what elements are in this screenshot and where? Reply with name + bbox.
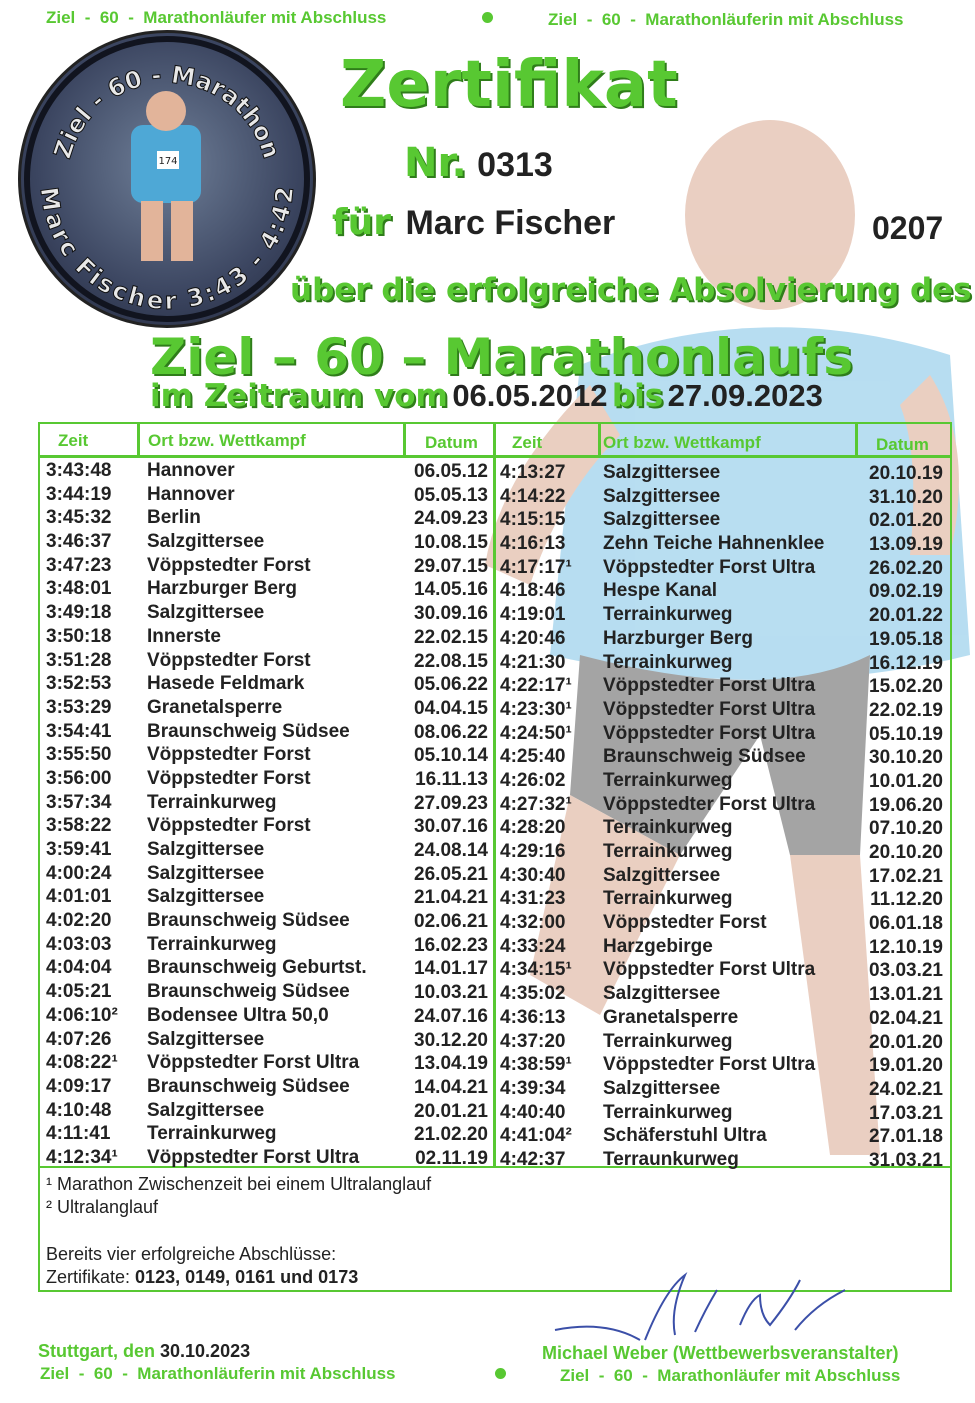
- result-date: 15.02.20: [869, 676, 943, 698]
- result-place: Salzgittersee: [603, 485, 721, 507]
- result-date: 03.03.21: [869, 960, 943, 982]
- result-place: Terrainkurweg: [147, 1123, 277, 1145]
- marathon-emblem: [18, 30, 316, 328]
- result-time: 4:03:03: [46, 933, 112, 955]
- place-date: [38, 1341, 250, 1362]
- result-place: Vöppstedter Forst Ultra: [603, 675, 816, 697]
- result-date: 06.01.18: [869, 913, 943, 935]
- bottom-band-right: Ziel - 60 - Marathonläufer mit Abschluss: [560, 1366, 901, 1385]
- result-place: Salzgittersee: [603, 462, 721, 483]
- result-time: 3:45:32: [46, 507, 112, 529]
- result-place: Salzgittersee: [147, 839, 265, 860]
- header-place-left: Ort bzw. Wettkampf: [148, 431, 306, 450]
- result-date: 26.05.21: [414, 863, 488, 885]
- result-place: Vöppstedter Forst Ultra: [147, 1052, 360, 1074]
- result-place: Salzgittersee: [603, 983, 721, 1005]
- signer-name: Michael Weber (Wettbewerbsveranstalter): [542, 1343, 899, 1363]
- result-date: 13.01.21: [869, 984, 943, 1006]
- result-date: 14.05.16: [414, 579, 488, 601]
- result-time: 4:04:04: [46, 957, 112, 979]
- result-date: 24.09.23: [414, 508, 488, 530]
- emblem-arc-bottom: Marc Fischer 3:43 - 4:42: [34, 185, 300, 316]
- result-date: 31.10.20: [869, 486, 943, 508]
- result-place: Berlin: [147, 507, 201, 529]
- result-place: Harzgebirge: [603, 935, 713, 957]
- result-place: Braunschweig Südsee: [603, 746, 806, 768]
- result-date: 13.09.19: [869, 534, 943, 556]
- result-time: 4:01:01: [46, 886, 112, 908]
- col-divider: [403, 422, 406, 456]
- result-place: Terrainkurweg: [603, 1101, 733, 1123]
- recipient-name: Marc Fischer: [405, 204, 616, 242]
- result-time: 4:33:24: [500, 935, 566, 957]
- result-date: 05.05.13: [414, 484, 488, 506]
- result-place: Terrainkurweg: [147, 933, 277, 955]
- result-date: 22.08.15: [414, 650, 488, 672]
- result-time: 3:59:41: [46, 839, 112, 860]
- result-time: 4:40:40: [500, 1101, 566, 1123]
- result-time: 4:29:16: [500, 841, 566, 862]
- right-time-column: [500, 461, 572, 1172]
- result-place: Terrainkurweg: [603, 769, 733, 791]
- result-time: 4:06:10²: [46, 1004, 118, 1026]
- result-place: Vöppstedter Forst: [147, 554, 311, 576]
- result-date: 06.05.12: [414, 461, 488, 482]
- result-place: Salzgittersee: [147, 602, 265, 624]
- result-place: Braunschweig Geburtst.: [147, 957, 367, 979]
- top-band-left: Ziel - 60 - Marathonläufer mit Abschluss: [46, 8, 387, 27]
- result-place: Salzgittersee: [603, 1077, 721, 1099]
- result-date: 24.08.14: [414, 840, 488, 861]
- result-date: 11.12.20: [870, 889, 943, 911]
- marathon-title: Ziel – 60 – Marathonlaufs: [150, 328, 853, 386]
- result-time: 4:39:34: [500, 1077, 566, 1099]
- result-place: Salzgittersee: [603, 864, 721, 886]
- result-time: 4:32:00: [500, 912, 566, 934]
- result-place: Terrainkurweg: [603, 841, 733, 862]
- bottom-band-dot: [495, 1368, 506, 1379]
- place-label: Stuttgart, den: [38, 1341, 155, 1361]
- result-date: 16.02.23: [414, 934, 488, 956]
- participant-code: 0207: [872, 210, 944, 246]
- result-date: 21.02.20: [414, 1124, 488, 1146]
- col-divider: [855, 422, 858, 456]
- achievement-line: über die erfolgreiche Absolvierung des: [290, 272, 972, 308]
- result-date: 27.09.23: [414, 792, 488, 814]
- result-place: Hasede Feldmark: [147, 673, 305, 695]
- top-band-right: Ziel - 60 - Marathonläuferin mit Abschluss: [548, 10, 904, 29]
- left-time-column: [46, 459, 118, 1170]
- result-time: 3:49:18: [46, 602, 112, 624]
- result-time: 4:15:15: [500, 509, 566, 531]
- emblem-arc-top: Ziel - 60 - Marathon: [48, 60, 286, 162]
- result-time: 3:44:19: [46, 483, 112, 505]
- result-place: Terrainkurweg: [603, 651, 733, 673]
- result-date: 16.12.19: [869, 652, 943, 674]
- result-time: 4:31:23: [500, 888, 566, 910]
- result-time: 4:41:04²: [500, 1125, 572, 1147]
- result-time: 4:36:13: [500, 1006, 566, 1028]
- result-date: 31.03.21: [869, 1149, 943, 1171]
- result-date: 14.04.21: [414, 1076, 488, 1098]
- recipient-line: [332, 202, 615, 243]
- result-time: 4:22:17¹: [500, 675, 572, 697]
- result-time: 4:09:17: [46, 1075, 112, 1097]
- result-date: 22.02.19: [869, 699, 943, 721]
- result-place: Vöppstedter Forst Ultra: [147, 1146, 360, 1168]
- result-place: Terraunkurweg: [603, 1148, 739, 1170]
- result-place: Terrainkurweg: [147, 791, 277, 813]
- result-date: 05.10.19: [869, 723, 943, 745]
- right-place-column: [603, 461, 824, 1172]
- certificate-number: [404, 140, 553, 186]
- result-place: Vöppstedter Forst: [603, 912, 767, 934]
- result-date: 17.02.21: [869, 865, 943, 887]
- result-time: 3:47:23: [46, 554, 112, 576]
- result-time: 3:58:22: [46, 815, 112, 837]
- result-date: 10.03.21: [414, 982, 488, 1004]
- result-date: 10.08.15: [414, 532, 488, 554]
- result-time: 4:37:20: [500, 1030, 566, 1052]
- period-line: [150, 378, 823, 414]
- col-divider: [137, 422, 140, 456]
- result-place: Vöppstedter Forst Ultra: [603, 1054, 816, 1076]
- certificate-title: Zertifikat: [340, 48, 678, 122]
- result-place: Hannover: [147, 460, 235, 481]
- header-date-right: Datum: [876, 435, 929, 454]
- result-time: 3:54:41: [46, 720, 112, 742]
- result-place: Bodensee Ultra 50,0: [147, 1004, 329, 1026]
- result-time: 3:51:28: [46, 649, 112, 671]
- result-place: Terrainkurweg: [603, 604, 733, 626]
- result-place: Innerste: [147, 625, 221, 647]
- result-time: 4:08:22¹: [46, 1052, 118, 1074]
- result-time: 3:52:53: [46, 673, 112, 695]
- result-place: Harzburger Berg: [603, 627, 753, 649]
- result-time: 4:34:15¹: [500, 959, 572, 981]
- result-date: 27.01.18: [869, 1126, 943, 1148]
- result-time: 4:42:37: [500, 1148, 566, 1170]
- result-date: 24.02.21: [869, 1078, 943, 1100]
- footnote-2: ² Ultralanglauf: [46, 1197, 159, 1217]
- result-place: Granetalsperre: [603, 1006, 739, 1028]
- result-date: 02.06.21: [414, 911, 488, 933]
- result-place: Braunschweig Südsee: [147, 981, 350, 1003]
- result-time: 4:00:24: [46, 862, 112, 884]
- result-time: 4:07:26: [46, 1028, 112, 1050]
- result-date: 30.10.20: [869, 747, 943, 769]
- result-place: Schäferstuhl Ultra: [603, 1125, 767, 1147]
- result-time: 3:53:29: [46, 696, 112, 718]
- result-date: 30.09.16: [414, 603, 488, 625]
- previous-certificates: [46, 1267, 358, 1288]
- result-date: 19.06.20: [869, 794, 943, 816]
- emblem-graphic: [21, 33, 313, 325]
- result-place: Vöppstedter Forst Ultra: [603, 722, 816, 744]
- result-time: 4:18:46: [500, 580, 566, 602]
- result-date: 05.06.22: [414, 674, 488, 696]
- result-time: 4:23:30¹: [500, 698, 572, 720]
- result-date: 24.07.16: [414, 1005, 488, 1027]
- nr-label: Nr.: [404, 140, 467, 186]
- result-place: Vöppstedter Forst: [147, 767, 311, 789]
- header-date-left: Datum: [425, 433, 478, 452]
- center-divider: [493, 422, 496, 1168]
- result-date: 20.01.22: [869, 605, 943, 627]
- result-date: 19.05.18: [869, 628, 943, 650]
- header-place-right: Ort bzw. Wettkampf: [603, 433, 761, 452]
- result-time: 3:56:00: [46, 767, 112, 789]
- result-date: 02.04.21: [869, 1007, 943, 1029]
- result-time: 4:20:46: [500, 627, 566, 649]
- result-time: 4:21:30: [500, 651, 566, 673]
- result-place: Vöppstedter Forst Ultra: [603, 698, 816, 720]
- result-place: Salzgittersee: [147, 1028, 265, 1050]
- result-place: Salzgittersee: [147, 886, 265, 908]
- result-place: Vöppstedter Forst: [147, 649, 311, 671]
- result-place: Harzburger Berg: [147, 578, 297, 600]
- emblem-bib: 174: [158, 156, 178, 167]
- result-place: Hannover: [147, 483, 235, 505]
- result-date: 14.01.17: [414, 958, 488, 980]
- date-to: 27.09.2023: [667, 378, 823, 413]
- header-time-right: Zeit: [512, 433, 543, 452]
- result-time: 4:27:32¹: [500, 793, 572, 815]
- result-date: 02.11.19: [415, 1147, 488, 1169]
- result-place: Terrainkurweg: [603, 1030, 733, 1052]
- result-date: 20.10.19: [869, 463, 943, 484]
- result-date: 08.06.22: [414, 721, 488, 743]
- result-date: 29.07.15: [414, 555, 488, 577]
- date-from: 06.05.2012: [452, 378, 608, 413]
- result-date: 30.12.20: [414, 1029, 488, 1051]
- left-place-column: [147, 459, 367, 1170]
- footnote-1: ¹ Marathon Zwischenzeit bei einem Ultralanglauf: [46, 1174, 432, 1194]
- result-date: 16.11.13: [415, 768, 488, 790]
- svg-text:Marc Fischer 3:43 - 4:42: [35, 185, 300, 315]
- result-time: 4:14:22: [500, 485, 566, 507]
- result-place: Vöppstedter Forst: [147, 815, 311, 837]
- result-date: 04.04.15: [414, 697, 488, 719]
- place-date-value: 30.10.2023: [160, 1341, 251, 1361]
- result-date: 05.10.14: [414, 745, 488, 767]
- right-date-column: [855, 462, 943, 1173]
- header-time-left: Zeit: [58, 431, 89, 450]
- result-place: Salzgittersee: [147, 531, 265, 553]
- result-time: 3:46:37: [46, 531, 112, 553]
- result-date: 21.04.21: [414, 887, 488, 909]
- for-label: für: [332, 202, 392, 243]
- result-date: 13.04.19: [414, 1053, 488, 1075]
- result-date: 10.01.20: [869, 770, 943, 792]
- result-time: 4:17:17¹: [500, 556, 572, 578]
- period-mid: bis: [611, 378, 664, 414]
- result-place: Salzgittersee: [603, 509, 721, 531]
- result-time: 4:25:40: [500, 746, 566, 768]
- result-date: 09.02.19: [869, 581, 943, 603]
- result-date: 20.01.21: [414, 1100, 488, 1122]
- result-place: Vöppstedter Forst Ultra: [603, 959, 816, 981]
- result-date: 26.02.20: [869, 557, 943, 579]
- result-place: Braunschweig Südsee: [147, 1075, 350, 1097]
- result-place: Granetalsperre: [147, 696, 283, 718]
- result-time: 4:12:34¹: [46, 1146, 118, 1168]
- result-date: 20.01.20: [869, 1031, 943, 1053]
- result-place: Terrainkurweg: [603, 888, 733, 910]
- left-date-column: [402, 460, 488, 1171]
- result-place: Zehn Teiche Hahnenklee: [603, 533, 825, 555]
- result-time: 4:28:20: [500, 817, 566, 839]
- period-label: im Zeitraum vom: [150, 378, 448, 414]
- result-date: 30.07.16: [414, 816, 488, 838]
- result-date: 22.02.15: [414, 626, 488, 648]
- previous-completions-label: Bereits vier erfolgreiche Abschlüsse:: [46, 1244, 337, 1264]
- result-time: 4:05:21: [46, 981, 112, 1003]
- certificates-values: 0123, 0149, 0161 und 0173: [135, 1267, 359, 1287]
- signature: [545, 1270, 875, 1350]
- result-place: Salzgittersee: [147, 862, 265, 884]
- col-divider: [598, 422, 601, 456]
- result-time: 4:26:02: [500, 769, 566, 791]
- result-time: 4:10:48: [46, 1099, 112, 1121]
- result-place: Hespe Kanal: [603, 580, 718, 602]
- result-time: 4:16:13: [500, 533, 566, 555]
- result-place: Terrainkurweg: [603, 817, 733, 839]
- result-time: 4:24:50¹: [500, 722, 572, 744]
- result-place: Vöppstedter Forst: [147, 744, 311, 766]
- result-place: Braunschweig Südsee: [147, 720, 350, 742]
- result-place: Salzgittersee: [147, 1099, 265, 1121]
- result-time: 3:43:48: [46, 460, 112, 481]
- result-time: 4:35:02: [500, 983, 566, 1005]
- result-time: 4:38:59¹: [500, 1054, 572, 1076]
- result-place: Vöppstedter Forst Ultra: [603, 556, 816, 578]
- result-time: 3:48:01: [46, 578, 112, 600]
- result-place: Braunschweig Südsee: [147, 910, 350, 932]
- certificates-label: Zertifikate:: [46, 1267, 131, 1287]
- top-band-dot: [482, 12, 493, 23]
- result-date: 20.10.20: [869, 842, 943, 863]
- result-date: 17.03.21: [869, 1102, 943, 1124]
- bottom-band-left: Ziel - 60 - Marathonläuferin mit Abschluss: [40, 1364, 396, 1383]
- result-time: 4:30:40: [500, 864, 566, 886]
- result-date: 07.10.20: [869, 818, 943, 840]
- result-date: 19.01.20: [869, 1055, 943, 1077]
- result-time: 3:55:50: [46, 744, 112, 766]
- result-date: 02.01.20: [869, 510, 943, 532]
- result-place: Vöppstedter Forst Ultra: [603, 793, 816, 815]
- result-time: 3:57:34: [46, 791, 112, 813]
- result-time: 4:02:20: [46, 910, 112, 932]
- result-time: 3:50:18: [46, 625, 112, 647]
- result-time: 4:11:41: [46, 1123, 111, 1145]
- result-time: 4:13:27: [500, 462, 566, 483]
- result-time: 4:19:01: [500, 604, 566, 626]
- nr-value: 0313: [477, 146, 553, 184]
- result-date: 12.10.19: [869, 936, 943, 958]
